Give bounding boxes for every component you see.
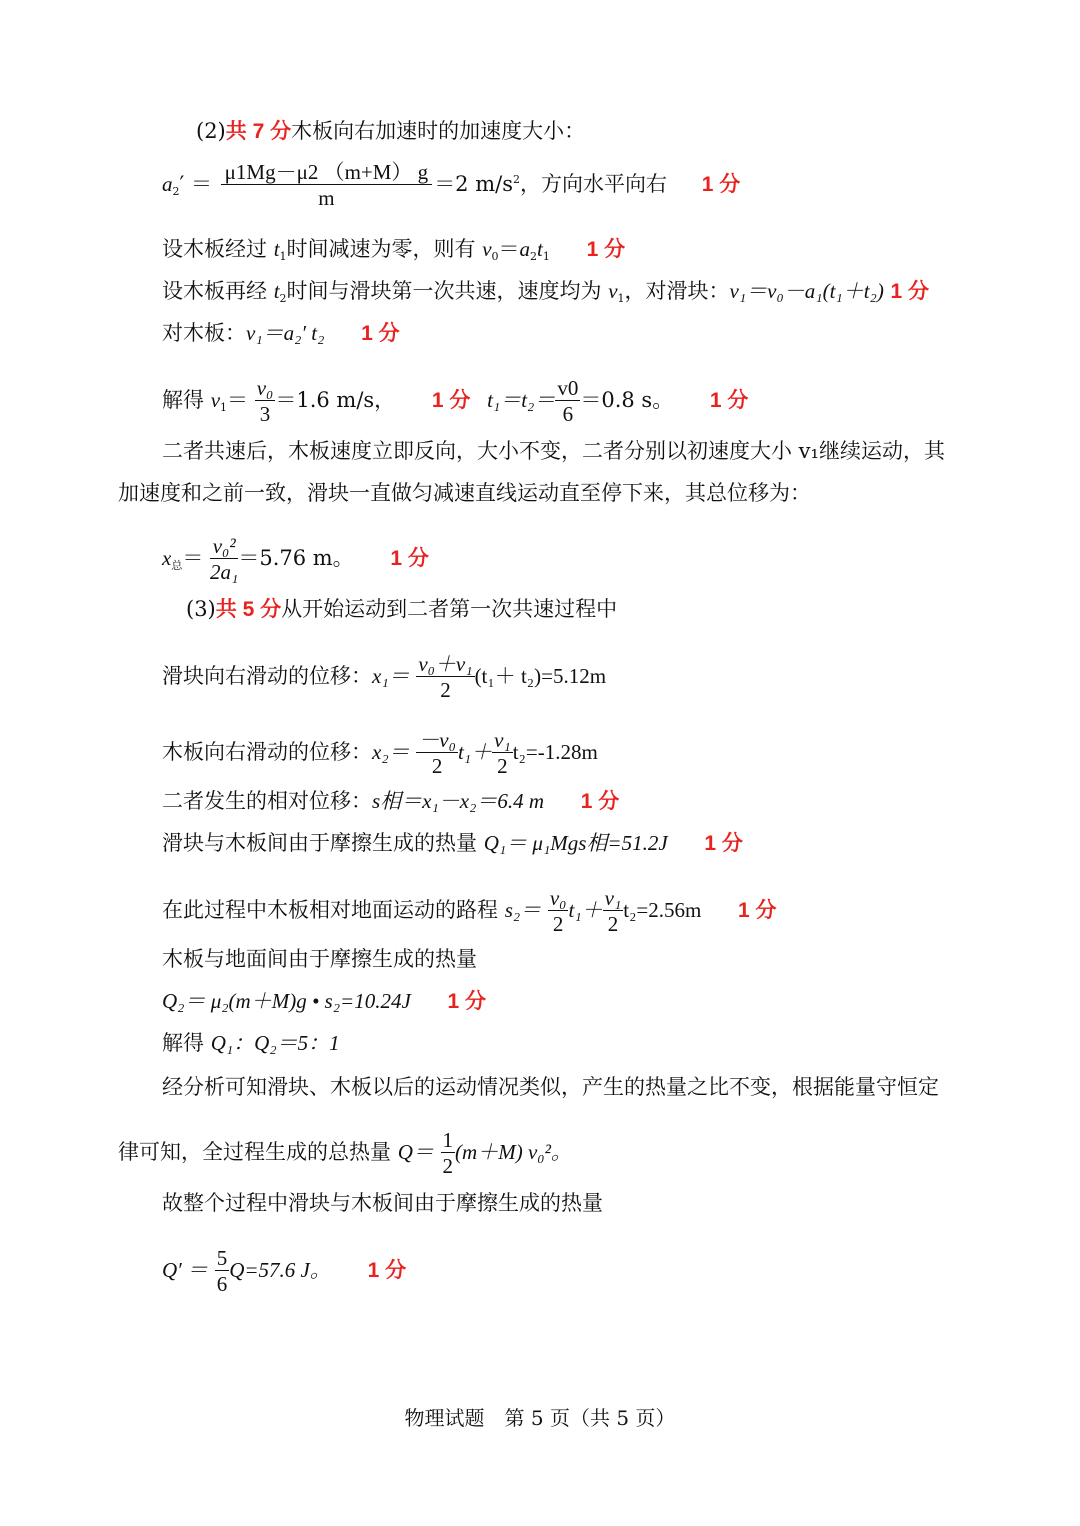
line-heat: 木板与地面间由于摩擦生成的热量 [162,947,477,971]
line-x1-text: 滑块向右滑动的位移： [162,664,372,688]
part2-heading [196,118,585,145]
line-x2-den2: 2 [497,754,508,778]
line-ratio-text: 解得 [162,1031,211,1055]
line-s2-num1: v₀ [549,886,567,910]
para2-line2-text: 律可知，全过程生成的总热量 [118,1140,398,1164]
line-t1-v-sub: 0 [491,250,499,263]
line-t2-v: v [608,279,618,303]
eq-qprime-num: 5 [216,1246,228,1270]
line-s2-lhs: s₂＝ [504,898,542,922]
eq-a2-prime: ′ ＝ [179,172,212,196]
line-s2-text: 在此过程中木板相对地面运动的路程 [162,898,505,922]
line-x2-num1: －v₀ [418,728,456,752]
line-t2-score: 1 分 [890,280,930,303]
para1-line2: 加速度和之前一致，滑块一直做匀减速直线运动直至停下来，其总位移为： [118,481,811,505]
line-solve1-v-sub: 1 [220,401,228,414]
line-s-score: 1 分 [580,790,620,813]
line-t1-t2-sub: 1 [542,250,550,263]
line-t1-eq: ＝ [498,237,520,261]
line-x2-den1: 2 [431,754,443,778]
line-q1-score: 1 分 [704,832,743,855]
eq-qprime-den: 6 [216,1272,228,1296]
eq-qprime-res: Q=57.6 J。 [229,1258,331,1282]
eq-a2-lhs: a [162,172,173,196]
line-t2-t-sub: 2 [279,292,287,305]
eq-qprime-score: 1 分 [367,1259,407,1282]
part2-text: 木板向右加速时的加速度大小： [291,119,586,143]
line-solve1-score2: 1 分 [709,389,749,412]
eq-a2-direction: ，方向水平向右 [520,172,667,196]
line-t1-a: a [519,237,531,261]
eq-xtotal-frac [210,534,238,585]
line-t2-eq: v₁＝v₀－a₁(t₁＋t₂) [729,279,884,303]
eq-xtotal-res: ＝5.76 m。 [238,546,354,570]
line-t2-v-sub: 1 [617,292,625,305]
line-solve1-res1: ＝1.6 m/s， [275,388,396,412]
line-ratio-eq: Q₁：Q₂＝5：1 [210,1031,340,1055]
line-t1-v: v [482,237,492,261]
line-t1-t2: t [537,237,543,261]
line-t1-t-sub: 1 [279,250,287,263]
para2-den: 2 [442,1154,454,1178]
line-t2-t: t [273,279,280,303]
line-t1-score: 1 分 [586,238,626,261]
line-t1-a-sub: 2 [530,250,538,263]
line-solve1-score1: 1 分 [431,389,471,412]
part2-score: 共 7 分 [225,120,292,143]
eq-a2-result-sup: 2 [513,173,520,186]
line-board-eq: v₁＝a₂′ t₂ [246,321,325,345]
eq-a2-score: 1 分 [701,173,741,196]
line-whole: 故整个过程中滑块与木板间由于摩擦生成的热量 [162,1191,603,1215]
line-s-text: 二者发生的相对位移： [162,789,372,813]
eq-xtotal-num: v₀² [210,534,238,559]
para2-lhs: Q＝ [397,1140,434,1164]
line-solve1-teq: t₁＝t₂＝ [487,388,556,412]
line-q2-eq: Q₂＝ μ₂(m＋M)g • s₂=10.24J [162,989,411,1013]
line-t1-text: 设木板经过 [162,237,274,261]
line-ratio [162,1030,340,1056]
line-solve1-frac1-num: v₀ [256,376,274,400]
line-x1-frac [416,652,474,703]
eq-xtotal-lhs: x [162,546,172,570]
line-board-score: 1 分 [361,322,400,345]
part3-score: 共 5 分 [215,598,282,621]
line-x2-res: t₂=-1.28m [512,740,598,764]
line-x1-res: (t₁＋ t₂)=5.12m [474,664,607,688]
line-t1 [162,236,625,263]
line-x2-mid: t₁＋ [457,740,493,764]
line-s-eq: s相＝x₁－x₂＝6.4 m [372,789,545,813]
line-s2-den2: 2 [607,912,619,936]
line-t1-t: t [273,237,280,261]
line-x2 [162,728,598,779]
line-s2-den1: 2 [552,912,564,936]
line-solve1-eq1: ＝ [227,388,249,412]
line-s2-res: t₂=2.56m [623,898,702,922]
eq-xtotal [162,534,429,585]
line-x2-lhs: x₂＝ [372,740,410,764]
para1-line1: 二者共速后，木板速度立即反向，大小不变，二者分别以初速度大小 v₁继续运动，其 [162,439,945,463]
line-solve1-text: 解得 [162,388,211,412]
line-solve1-v: v [210,388,221,412]
line-solve1-frac2 [555,376,580,427]
line-x1-den: 2 [440,678,451,702]
line-s2 [162,886,777,937]
eq-qprime-frac [215,1246,230,1297]
line-x1-num: v₀＋v₁ [418,652,473,676]
eq-xtotal-eq: ＝ [182,546,204,570]
page-footer: 物理试题 第 5 页（共 5 页） [404,1406,676,1430]
eq-qprime [162,1246,406,1297]
line-x2-frac1 [416,728,458,779]
part3-prefix: (3) [186,597,216,621]
eq-xtotal-den: 2a₁ [210,560,239,584]
line-t2 [162,278,929,305]
line-x1 [162,652,606,703]
para2-res: (m＋M) v₀²。 [455,1140,572,1164]
line-q1-eq: Q₁＝ μ₁Mgs相=51.2J [483,831,668,855]
line-s2-num2: v₁ [604,886,622,910]
para2-line2 [118,1128,572,1179]
part3-heading [186,596,617,623]
line-solve1-res2: ＝0.8 s。 [580,388,674,412]
eq-xtotal-lhs-sub: 总 [171,559,183,572]
line-solve1 [162,376,748,427]
eq-a2-result: ＝2 m/s [434,172,513,196]
eq-a2 [162,160,740,211]
line-board-text: 对木板： [162,321,246,345]
eq-a2-lhs-sub: 2 [172,185,180,198]
eq-a2-denominator: m [318,186,335,210]
line-t2-text: 设木板再经 [162,279,274,303]
line-s2-frac1 [548,886,569,937]
line-solve1-frac1-den: 3 [259,402,271,426]
para2-num: 1 [442,1128,454,1152]
eq-xtotal-score: 1 分 [390,547,429,570]
line-solve1-frac2-num: v0 [557,376,579,400]
line-board [162,320,400,347]
para2-frac [441,1128,456,1179]
line-t2-mid2: ，对滑块： [624,279,730,303]
line-s2-score: 1 分 [738,899,777,922]
eq-qprime-lhs: Q′ ＝ [162,1258,209,1282]
line-t1-mid: 时间减速为零，则有 [286,237,483,261]
para2-line1: 经分析可知滑块、木板以后的运动情况类似，产生的热量之比不变，根据能量守恒定 [162,1075,939,1099]
eq-a2-fraction [221,160,433,211]
line-s2-frac2 [603,886,624,937]
line-t2-mid: 时间与滑块第一次共速，速度均为 [286,279,609,303]
line-q2 [162,988,486,1015]
line-s [162,788,619,815]
eq-a2-numerator: μ1Mg－μ2 （m+M） g [221,160,433,185]
line-solve1-frac1 [255,376,276,427]
line-x2-text: 木板向右滑动的位移： [162,740,372,764]
part2-prefix: (2) [196,119,226,143]
line-q1-text: 滑块与木板间由于摩擦生成的热量 [162,831,484,855]
line-x1-lhs: x₁＝ [372,664,410,688]
part3-text: 从开始运动到二者第一次共速过程中 [281,597,618,621]
line-solve1-frac2-den: 6 [562,402,574,426]
line-q2-score: 1 分 [447,990,486,1013]
line-x2-num2: v₁ [494,728,511,752]
line-q1 [162,830,743,857]
line-s2-mid: t₁＋ [568,898,603,922]
line-x2-frac2 [492,728,513,779]
